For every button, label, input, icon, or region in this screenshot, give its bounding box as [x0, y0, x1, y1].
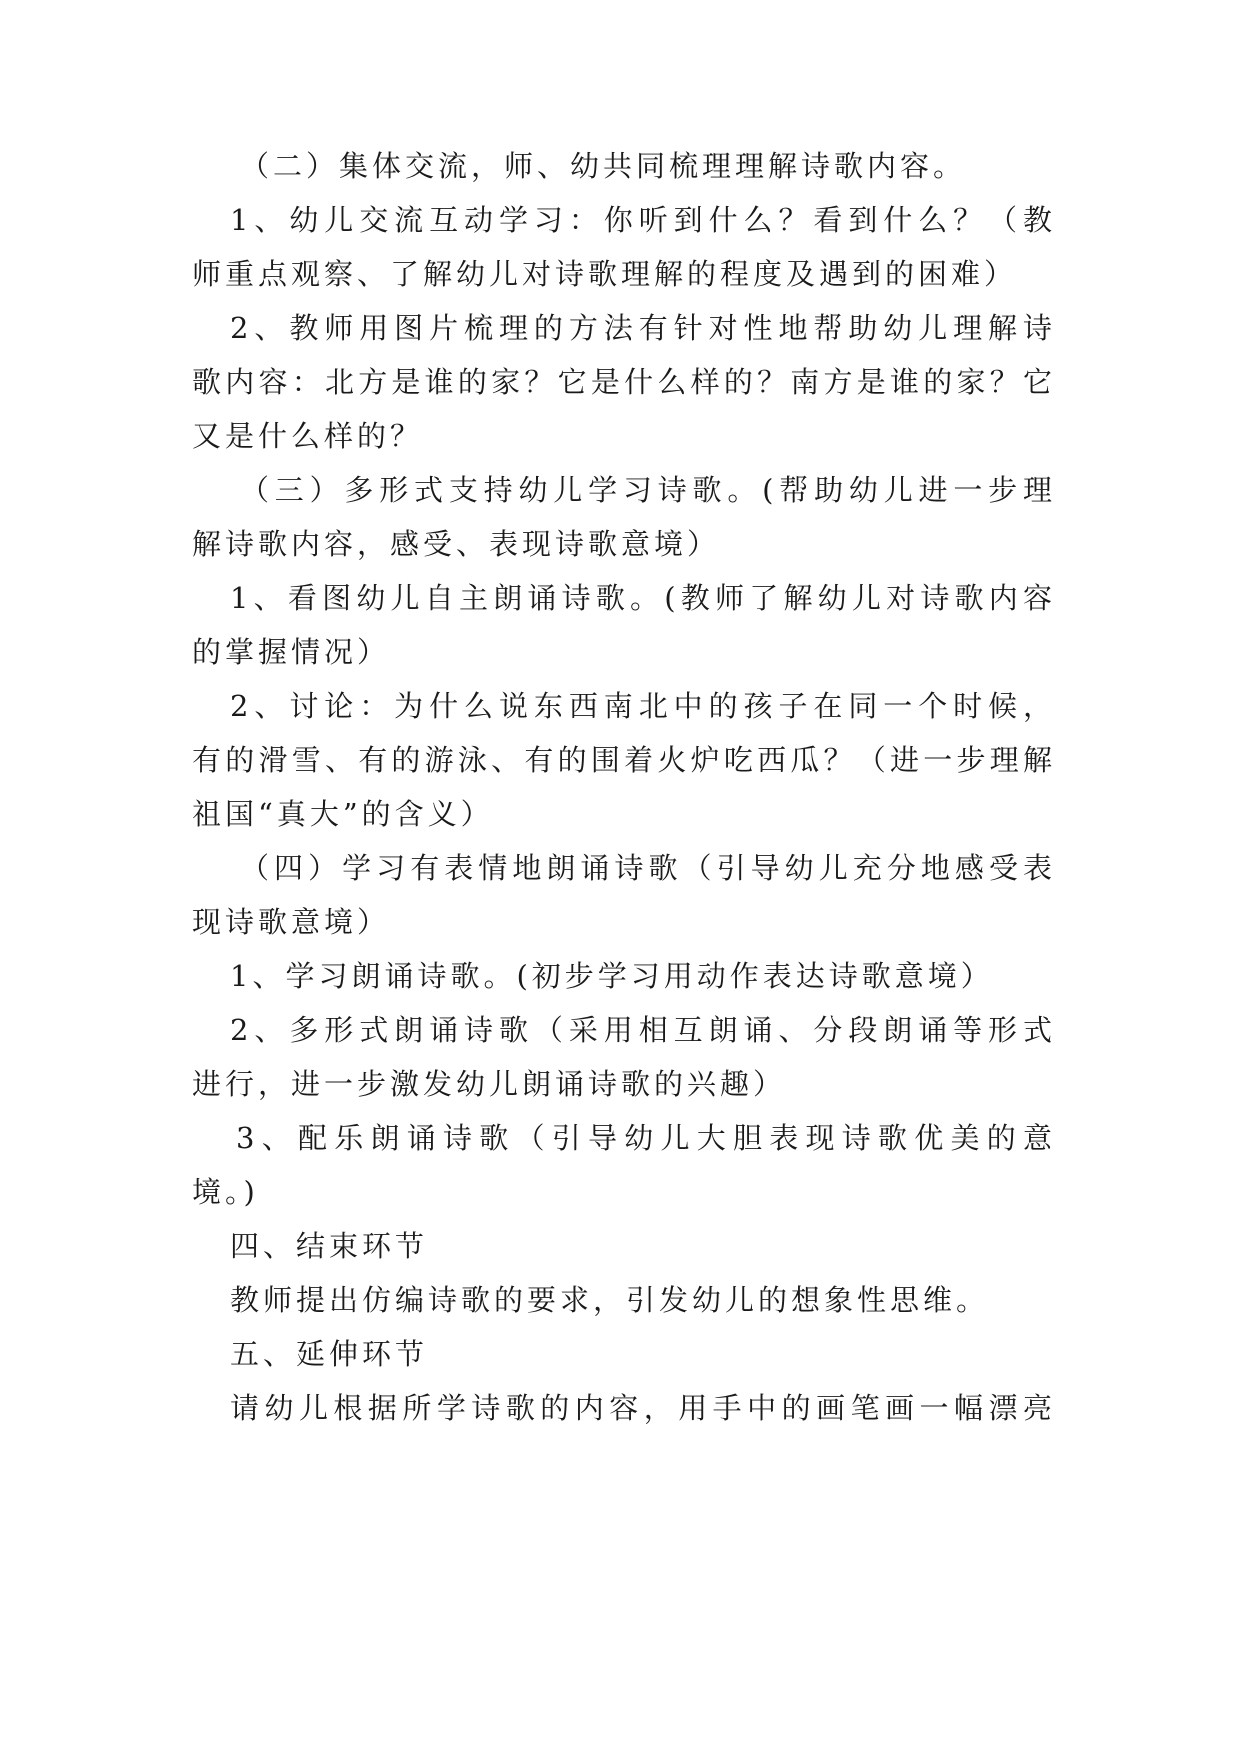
paragraph-line: 教师提出仿编诗歌的要求，引发幼儿的想象性思维。: [230, 1283, 990, 1317]
paragraph-line: 3、配乐朗诵诗歌（引导幼儿大胆表现诗歌优美的意: [236, 1121, 1052, 1155]
paragraph-line: 的掌握情况）: [192, 635, 391, 669]
paragraph-line: 1、看图幼儿自主朗诵诗歌。(教师了解幼儿对诗歌内容: [230, 581, 1052, 615]
section-heading-end: 四、结束环节: [230, 1229, 429, 1263]
paragraph-line: 1、幼儿交流互动学习：你听到什么？看到什么？（教: [230, 203, 1052, 237]
paragraph-line: 有的滑雪、有的游泳、有的围着火炉吃西瓜？（进一步理解: [192, 743, 1052, 777]
paragraph-line: 师重点观察、了解幼儿对诗歌理解的程度及遇到的困难）: [192, 257, 1018, 291]
paragraph-line: 2、讨论：为什么说东西南北中的孩子在同一个时候，: [230, 689, 1052, 723]
paragraph-line: 2、多形式朗诵诗歌（采用相互朗诵、分段朗诵等形式: [230, 1013, 1052, 1047]
paragraph-line: 现诗歌意境）: [192, 905, 391, 939]
section-heading-3: （三）多形式支持幼儿学习诗歌。(帮助幼儿进一步理: [240, 473, 1052, 507]
paragraph-line: 1、学习朗诵诗歌。(初步学习用动作表达诗歌意境）: [230, 959, 994, 993]
paragraph-line: 歌内容：北方是谁的家？它是什么样的？南方是谁的家？它: [192, 365, 1052, 399]
paragraph-line: 又是什么样的？: [192, 419, 424, 453]
section-heading-4: （四）学习有表情地朗诵诗歌（引导幼儿充分地感受表: [240, 851, 1052, 885]
paragraph-line: 祖国“真大”的含义）: [192, 797, 494, 831]
paragraph-line: 解诗歌内容，感受、表现诗歌意境）: [192, 527, 721, 561]
paragraph-line: 2、教师用图片梳理的方法有针对性地帮助幼儿理解诗: [230, 311, 1052, 345]
paragraph-line: 请幼儿根据所学诗歌的内容，用手中的画笔画一幅漂亮: [230, 1391, 1052, 1425]
section-heading-2: （二）集体交流，师、幼共同梳理理解诗歌内容。: [240, 149, 967, 183]
section-heading-extension: 五、延伸环节: [230, 1337, 429, 1371]
paragraph-line: 进行，进一步激发幼儿朗诵诗歌的兴趣）: [192, 1067, 787, 1101]
paragraph-line: 境。): [192, 1175, 259, 1209]
